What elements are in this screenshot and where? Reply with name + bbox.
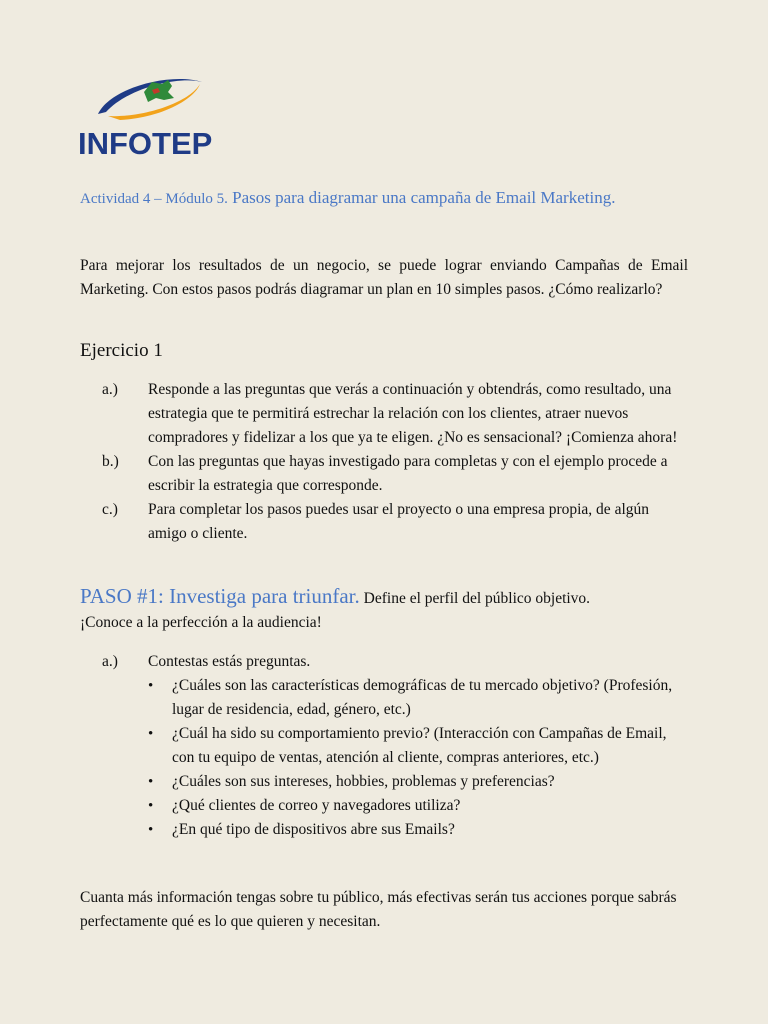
list-item-text: Con las preguntas que hayas investigado para completas y con el ejemplo procede a escribir la estrategia que corresponde. (148, 453, 668, 494)
bullet-text: ¿Cuáles son sus intereses, hobbies, problemas y preferencias? (172, 773, 555, 790)
exercise-heading: Ejercicio 1 (80, 340, 163, 361)
activity-title (80, 186, 680, 211)
intro-paragraph: Para mejorar los resultados de un negocio, se puede lograr enviando Campañas de Email Marketing. Con estos pasos podrás diagramar un plan en 10 simples pasos. ¿Cómo realizarlo? (80, 257, 688, 298)
bullet-item (148, 818, 688, 842)
step-1-header (80, 584, 700, 635)
list-marker: a.) (102, 381, 118, 398)
bullet-text: ¿Cuál ha sido su comportamiento previo? (Interacción con Campañas de Email, con tu equipo de ventas, atención al cliente, compras anteriores, etc.) (172, 725, 667, 766)
logo-swoosh-icon (90, 70, 210, 130)
list-item-text: Responde a las preguntas que verás a continuación y obtendrás, como resultado, una estrategia que te permitirá estrechar la relación con los clientes, atraer nuevos compradores y fidelizar a los que ya te eligen. ¿No es sensacional? ¡Comienza ahora! (148, 381, 678, 446)
question-bullets (148, 674, 688, 842)
bullet-icon (148, 794, 172, 818)
step-1-list (80, 650, 688, 842)
bullet-text: ¿Qué clientes de correo y navegadores utiliza? (172, 797, 461, 814)
list-marker: a.) (102, 653, 118, 670)
bullet-item (148, 770, 688, 794)
bullet-item (148, 674, 688, 722)
list-marker: b.) (102, 453, 119, 470)
logo-text: INFOTEP (78, 126, 213, 161)
activity-title-rest: Pasos para diagramar una campaña de Email Marketing. (227, 188, 616, 207)
list-item (80, 450, 688, 498)
step-1-tagline: ¡Conoce a la perfección a la audiencia! (80, 614, 322, 631)
bullet-item (148, 794, 688, 818)
list-item (80, 498, 688, 546)
list-marker: c.) (102, 501, 118, 518)
list-item-text: Para completar los pasos puedes usar el proyecto o una empresa propia, de algún amigo o cliente. (148, 501, 650, 542)
list-item (80, 378, 688, 450)
bullet-icon (148, 674, 172, 722)
bullet-item (148, 722, 688, 770)
activity-title-lead: Actividad 4 – Módulo 5. (80, 191, 228, 207)
bullet-icon (148, 770, 172, 794)
step-1-subtitle: Define el perfil del público objetivo. (359, 590, 591, 607)
bullet-text: ¿En qué tipo de dispositivos abre sus Emails? (172, 821, 455, 838)
list-item (80, 650, 688, 842)
step-1-heading: PASO #1: Investiga para triunfar. (80, 584, 360, 608)
exercise-list (80, 378, 688, 546)
infotep-logo (78, 70, 218, 160)
closing-paragraph: Cuanta más información tengas sobre tu público, más efectivas serán tus acciones porque sabrás perfectamente qué es lo que quieren y necesitan. (80, 889, 677, 930)
bullet-text: ¿Cuáles son las características demográficas de tu mercado objetivo? (Profesión, lugar de residencia, edad, género, etc.) (172, 677, 673, 718)
bullet-icon (148, 722, 172, 770)
list-item-text: Contestas estás preguntas. (148, 653, 311, 670)
bullet-icon (148, 818, 172, 842)
